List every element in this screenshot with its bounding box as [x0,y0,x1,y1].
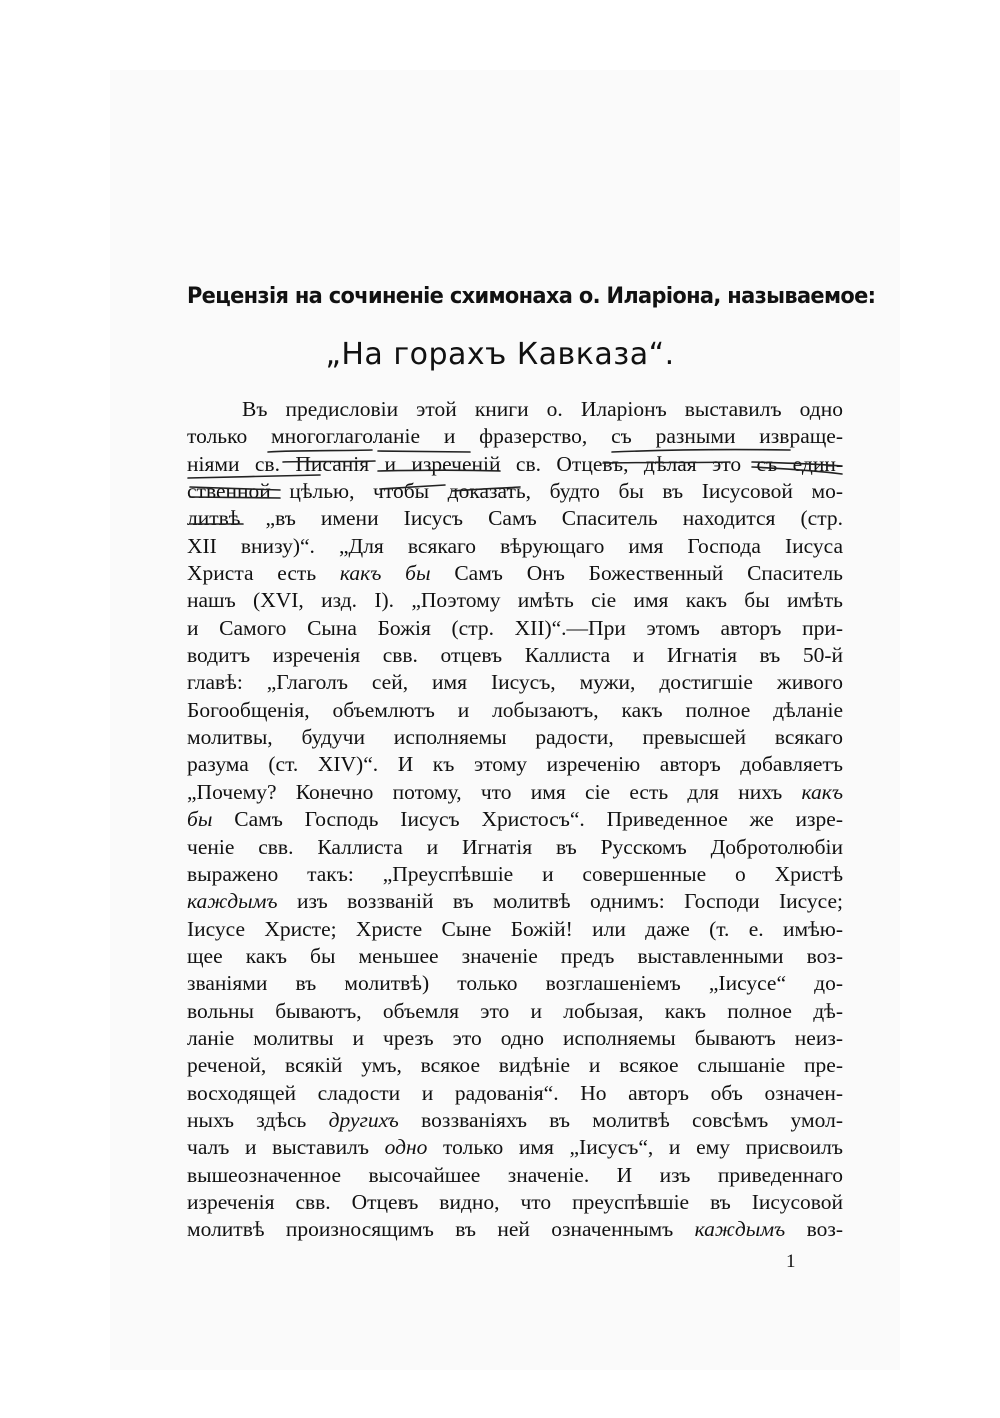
italic-run: каждымъ [694,1217,786,1242]
text-line [187,1107,843,1134]
text-run: вышеозначенное высочайшее значеніе. И изъ приведеннаго [187,1162,843,1187]
page-number: 1 [786,1251,796,1272]
text-line [187,751,843,778]
text-run: „Почему? Конечно потому, что имя сіе есть для нихъ [187,779,802,804]
text-line [187,724,843,751]
text-line [187,642,843,669]
text-line [187,861,843,888]
text-line [187,779,843,806]
text-line [187,478,843,505]
text-run: воз- [785,1217,843,1242]
text-line [187,423,843,450]
text-run: только многоглаголаніе и фразерство, съ разными извраще- [187,424,843,449]
text-run: Христа есть [187,561,340,586]
text-run: молитвѣ произносящимъ въ ней означеннымъ [187,1217,695,1242]
text-run: главѣ: „Глаголъ сей, имя Іисусъ, мужи, достигшіе живого [187,670,843,695]
text-run: Самъ Господь Іисусъ Христосъ“. Приведенное же изре- [212,807,843,832]
text-run: Въ предисловіи этой книги о. Иларіонъ выставилъ одно [242,397,843,421]
text-line [187,560,843,587]
text-run: вольны бываютъ, объемля это и лобызая, какъ полное дѣ- [187,998,843,1023]
italic-run: какъ бы [339,561,431,586]
text-run: молитвы, будучи исполняемы радости, превысшей всякаго [187,725,843,750]
text-line [187,1080,843,1107]
text-line [187,1134,843,1161]
italic-run: другихъ [328,1107,399,1132]
text-line [187,970,843,997]
text-run: и Самого Сына Божія (стр. XII)“.—При этомъ авторъ при- [187,615,843,640]
italic-run: каждымъ [187,889,278,914]
text-line [187,451,843,478]
text-run: литвѣ „въ имени Іисусъ Самъ Спаситель находится (стр. [187,506,843,531]
text-run: нашъ (XVI, изд. I). „Поэтому имѣть сіе имя какъ бы имѣть [187,588,843,613]
text-line [187,669,843,696]
text-line [187,396,843,423]
text-run: ныхъ здѣсь [187,1107,329,1132]
text-run: Самъ Онъ Божественный Спаситель [430,561,843,586]
text-run: только имя „Іисусъ“, и ему присвоилъ [427,1135,844,1160]
text-run: водитъ изреченія свв. отцевъ Каллиста и Игнатія въ 50-й [187,643,843,668]
italic-run: бы [187,807,213,832]
text-line [187,697,843,724]
text-line [187,943,843,970]
italic-run: одно [384,1135,428,1160]
text-line [187,1189,843,1216]
text-line [187,1025,843,1052]
text-run: ланіе молитвы и чрезъ это одно исполняемы бываютъ неиз- [187,1025,843,1050]
body-text [187,396,843,1244]
book-title: „На горахъ Кавказа“. [325,337,675,372]
text-line [187,916,843,943]
italic-run: какъ [801,779,843,804]
text-line [187,1052,843,1079]
text-line [187,1162,843,1189]
text-line [187,806,843,833]
text-run: Богообщенія, объемлютъ и лобызаютъ, какъ полное дѣланіе [187,697,843,722]
text-line [187,888,843,915]
text-line [187,1216,843,1243]
text-run: изъ воззваній въ молитвѣ однимъ: Господи Іисусе; [277,889,843,914]
text-run: щее какъ бы меньшее значеніе предъ выставленными воз- [187,943,843,968]
review-heading: Рецензія на сочиненіе схимонаха о. Иларіона, называемое: [187,283,876,309]
text-line [187,998,843,1025]
text-run: выражено такъ: „Преуспѣвшіе и совершенные о Христѣ [187,861,843,886]
text-line [187,587,843,614]
text-run: воззваніяхъ въ молитвѣ совсѣмъ умол- [398,1107,843,1132]
text-line [187,533,843,560]
text-line [187,615,843,642]
text-run: ніями св. Писанія и изреченій св. Отцевъ, дѣлая это съ един- [187,451,843,476]
text-run: званіями въ молитвѣ) только возглашеніемъ „Іисусе“ до- [187,971,843,996]
text-run: изреченія свв. Отцевъ видно, что преуспѣвшіе въ Іисусовой [187,1189,843,1214]
text-run: Іисусе Христе; Христе Сыне Божій! или даже (т. е. имѣю- [187,916,843,941]
text-run: разума (ст. XIV)“. И къ этому изреченію авторъ добавляетъ [187,752,843,777]
text-line [187,505,843,532]
text-run: ченіе свв. Каллиста и Игнатія въ Русскомъ Добротолюбіи [187,834,843,859]
text-run: чалъ и выставилъ [187,1135,385,1160]
text-run: восходящей сладости и радованія“. Но авторъ объ означен- [187,1080,843,1105]
text-line [187,834,843,861]
text-run: XII внизу)“. „Для всякаго вѣрующаго имя Господа Іисуса [187,533,843,558]
text-run: реченой, всякій умъ, всякое видѣніе и всякое слышаніе пре- [187,1053,843,1078]
text-run: ственной цѣлью, чтобы доказать, будто бы въ Іисусовой мо- [187,479,843,504]
